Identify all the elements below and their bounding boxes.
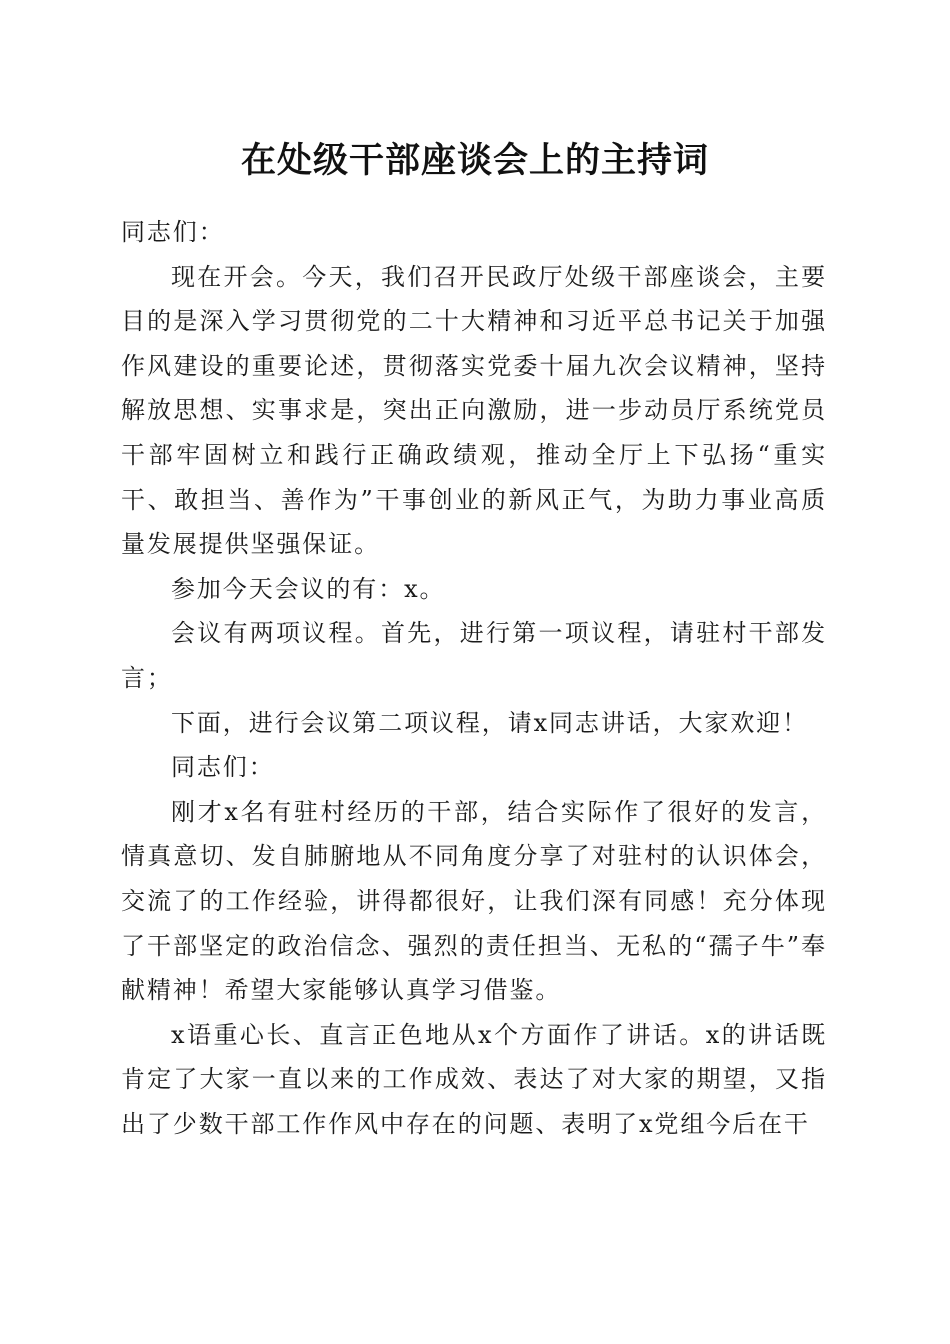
paragraph-salutation-2: 同志们： <box>171 753 275 782</box>
paragraph-agenda-second: 下面，进行会议第二项议程，请x同志讲话，大家欢迎！ <box>171 708 809 737</box>
paragraph-opening: 现在开会。今天，我们召开民政厅处级干部座谈会，主要目的是深入学习贯彻党的二十大精神和习近平总书记关于加强作风建设的重要论述，贯彻落实党委十届九次会议精神，坚持解放思想、实事求是，突出正向激励，进一步动员厅系统党员干部牢固树立和践行正确政绩观，推动全厅上下弘扬“重实干、敢担当、善作为”干事创业的新风正气，为助力事业高质量发展提供坚强保证。 <box>121 262 827 559</box>
paragraph-speech-review: 刚才x名有驻村经历的干部，结合实际作了很好的发言，情真意切、发自肺腑地从不同角度分享了对驻村的认识体会，交流了的工作经验，讲得都很好，让我们深有同感！充分体现了干部坚定的政治信念、强烈的责任担当、无私的“孺子牛”奉献精神！希望大家能够认真学习借鉴。 <box>121 797 827 1005</box>
document-body <box>121 210 827 1146</box>
document-title: 在处级干部座谈会上的主持词 <box>240 140 709 181</box>
paragraph-attendees: 参加今天会议的有：x。 <box>171 574 446 603</box>
paragraph-agenda-first: 会议有两项议程。首先，进行第一项议程，请驻村干部发言； <box>121 619 827 692</box>
paragraph-summary: x语重心长、直言正色地从x个方面作了讲话。x的讲话既肯定了大家一直以来的工作成效、表达了对大家的期望，又指出了少数干部工作作风中存在的问题、表明了x党组今后在干 <box>121 1020 827 1138</box>
salutation: 同志们： <box>121 218 225 246</box>
